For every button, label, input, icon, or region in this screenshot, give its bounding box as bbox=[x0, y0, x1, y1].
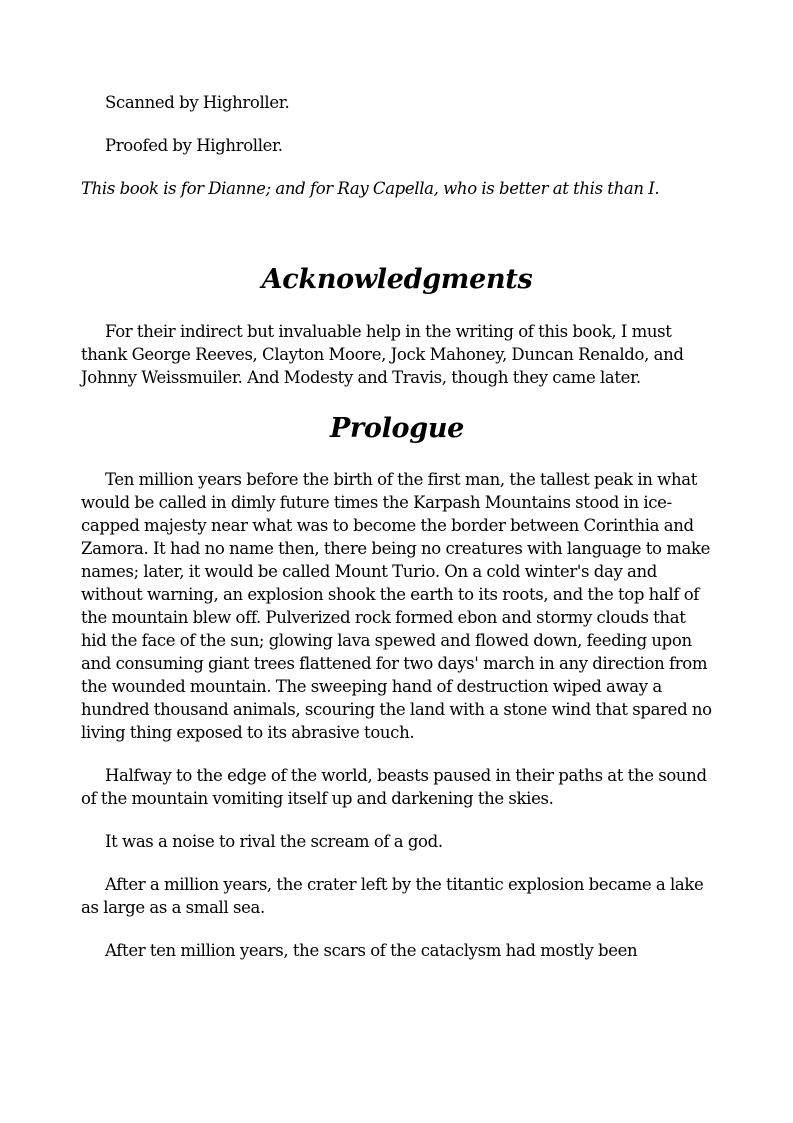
prologue-heading: Prologue bbox=[329, 413, 465, 444]
scanned-credit: Scanned by Highroller. bbox=[105, 93, 290, 112]
prologue-paragraph-1: Ten million years before the birth of the first man, the tallest peak in what would be called in dimly future times the Karpash Mountains stood in ice-capped majesty near what was to become the border between Corinthia and Zamora. It had no name then, there being no creatures with language to make names; later, it would be called Mount Turio. On a cold winter's day and without warning, an explosion shook the earth to its roots, and the top half of the mountain blew off. Pulverized rock formed ebon and stormy clouds that hid the face of the sun; glowing lava spewed and flowed down, feeding upon and consuming giant trees flattened for two days' march in any direction from the wounded mountain. The sweeping hand of destruction wiped away a hundred thousand animals, scouring the land with a stone wind that spared no living thing exposed to its abrasive touch. bbox=[81, 470, 712, 742]
prologue-paragraph-4: After a million years, the crater left by the titantic explosion became a lake as large as a small sea. bbox=[81, 875, 704, 917]
dedication: This book is for Dianne; and for Ray Capella, who is better at this than I. bbox=[81, 179, 660, 198]
acknowledgments-heading: Acknowledgments bbox=[261, 264, 533, 295]
prologue-paragraph-2: Halfway to the edge of the world, beasts paused in their paths at the sound of the mountain vomiting itself up and darkening the skies. bbox=[81, 766, 707, 808]
prologue-paragraph-5: After ten million years, the scars of the cataclysm had mostly been bbox=[105, 941, 638, 960]
document-page bbox=[81, 91, 713, 962]
prologue-paragraph-3: It was a noise to rival the scream of a god. bbox=[105, 832, 443, 851]
acknowledgments-paragraph: For their indirect but invaluable help in the writing of this book, I must thank George Reeves, Clayton Moore, Jock Mahoney, Duncan Renaldo, and Johnny Weissmuiler. And Modesty and Travis, though they came later. bbox=[81, 322, 684, 387]
proofed-credit: Proofed by Highroller. bbox=[105, 136, 283, 155]
